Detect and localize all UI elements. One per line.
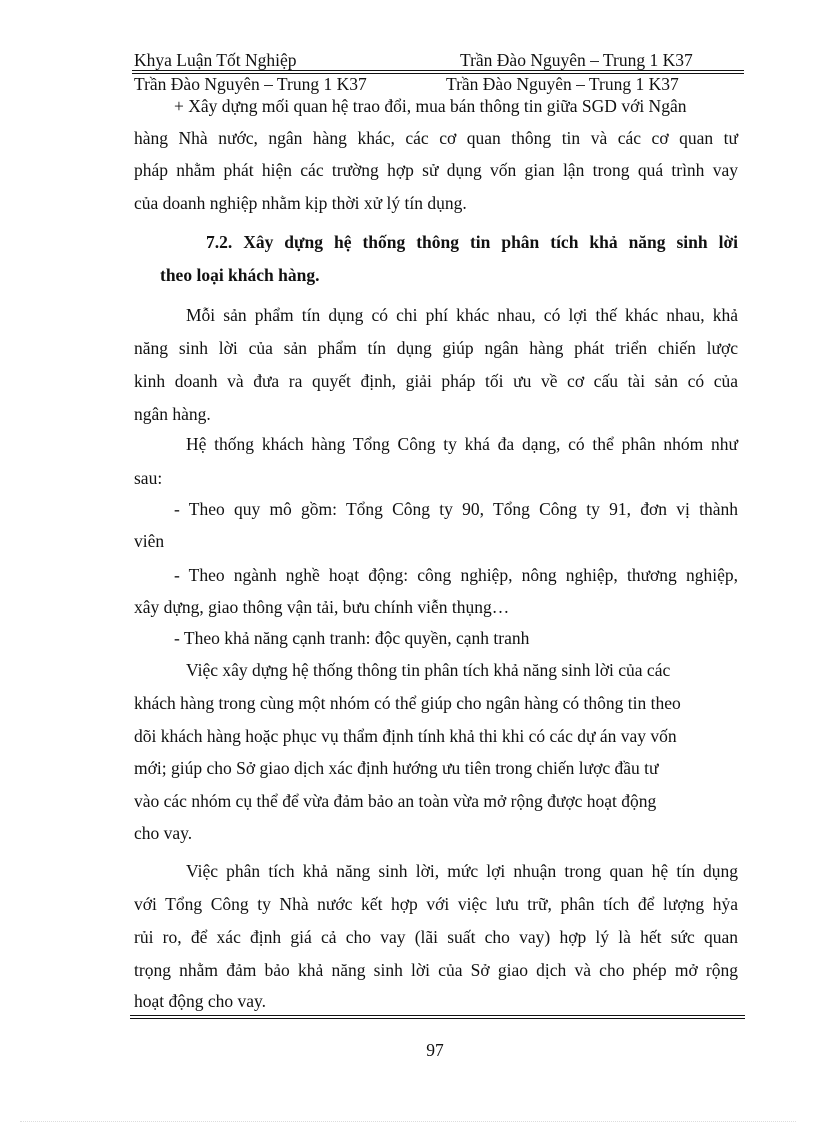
header-repeat-left: Trần Đào Nguyên – Trung 1 K37 [134,74,367,94]
body-line: Việc xây dựng hệ thống thông tin phân tích khả năng sinh lời của các [186,660,671,680]
page-edge-divider [20,1121,796,1122]
body-line: cho vay. [134,823,193,843]
body-line: của doanh nghiệp nhằm kịp thời xử lý tín dụng. [134,193,467,213]
body-line: năng sinh lời của sản phẩm tín dụng giúp ngân hàng phát triển chiến lược [134,338,738,358]
list-item-cont: xây dựng, giao thông vận tải, bưu chính viễn thụng… [134,597,510,617]
body-line: trọng nhằm đảm bảo khả năng sinh lời của Sở giao dịch và cho phép mở rộng [134,960,738,980]
body-line: Mỗi sản phẩm tín dụng có chi phí khác nhau, có lợi thế khác nhau, khả [186,305,738,325]
header-thesis-title: Khya Luận Tốt Nghiệp [134,50,297,70]
body-line: với Tổng Công ty Nhà nước kết hợp với việc lưu trữ, phân tích để lượng hỷa [134,894,738,914]
body-line: + Xây dựng mối quan hệ trao đổi, mua bán thông tin giữa SGD với Ngân [174,96,687,116]
header-repeat [134,74,679,95]
list-item: - Theo ngành nghề hoạt động: công nghiệp, nông nghiệp, thương nghiệp, [174,565,738,585]
section-heading-cont: theo loại khách hàng. [160,265,320,285]
list-item: - Theo quy mô gồm: Tổng Công ty 90, Tổng Công ty 91, đơn vị thành [174,499,738,519]
body-line: hàng Nhà nước, ngân hàng khác, các cơ quan thông tin và các cơ quan tư [134,128,738,148]
body-line: rủi ro, để xác định giá cả cho vay (lãi suất cho vay) hợp lý là hết sức quan [134,927,738,947]
section-heading: 7.2. Xây dựng hệ thống thông tin phân tích khả năng sinh lời [206,232,738,252]
body-line: mới; giúp cho Sở giao dịch xác định hướng ưu tiên trong chiến lược đầu tư [134,758,659,778]
body-line: Việc phân tích khả năng sinh lời, mức lợi nhuận trong quan hệ tín dụng [186,861,738,881]
body-line: dõi khách hàng hoặc phục vụ thẩm định tính khả thi khi có các dự án vay vốn [134,726,677,746]
body-line: kinh doanh và đưa ra quyết định, giải pháp tối ưu về cơ cấu tài sản có của [134,371,738,391]
footer-rule-bottom [130,1018,745,1019]
list-item-cont: viên [134,531,165,551]
body-line: Hệ thống khách hàng Tổng Công ty khá đa dạng, có thể phân nhóm như [186,434,738,454]
body-line: hoạt động cho vay. [134,991,267,1011]
body-line: sau: [134,468,163,488]
page-number: 97 [426,1040,444,1060]
body-line: ngân hàng. [134,404,211,424]
header-author: Trần Đào Nguyên – Trung 1 K37 [460,50,693,70]
list-item: - Theo khả năng cạnh tranh: độc quyền, cạnh tranh [174,628,530,648]
footer-rule-top [130,1015,745,1016]
header-repeat-right: Trần Đào Nguyên – Trung 1 K37 [446,74,679,94]
body-line: vào các nhóm cụ thể để vừa đảm bảo an toàn vừa mở rộng được hoạt động [134,791,657,811]
header-rule-top [132,70,744,71]
body-line: pháp nhằm phát hiện các trường hợp sử dụng vốn gian lận trong quá trình vay [134,160,738,180]
body-line: khách hàng trong cùng một nhóm có thể giúp cho ngân hàng có thông tin theo [134,693,681,713]
